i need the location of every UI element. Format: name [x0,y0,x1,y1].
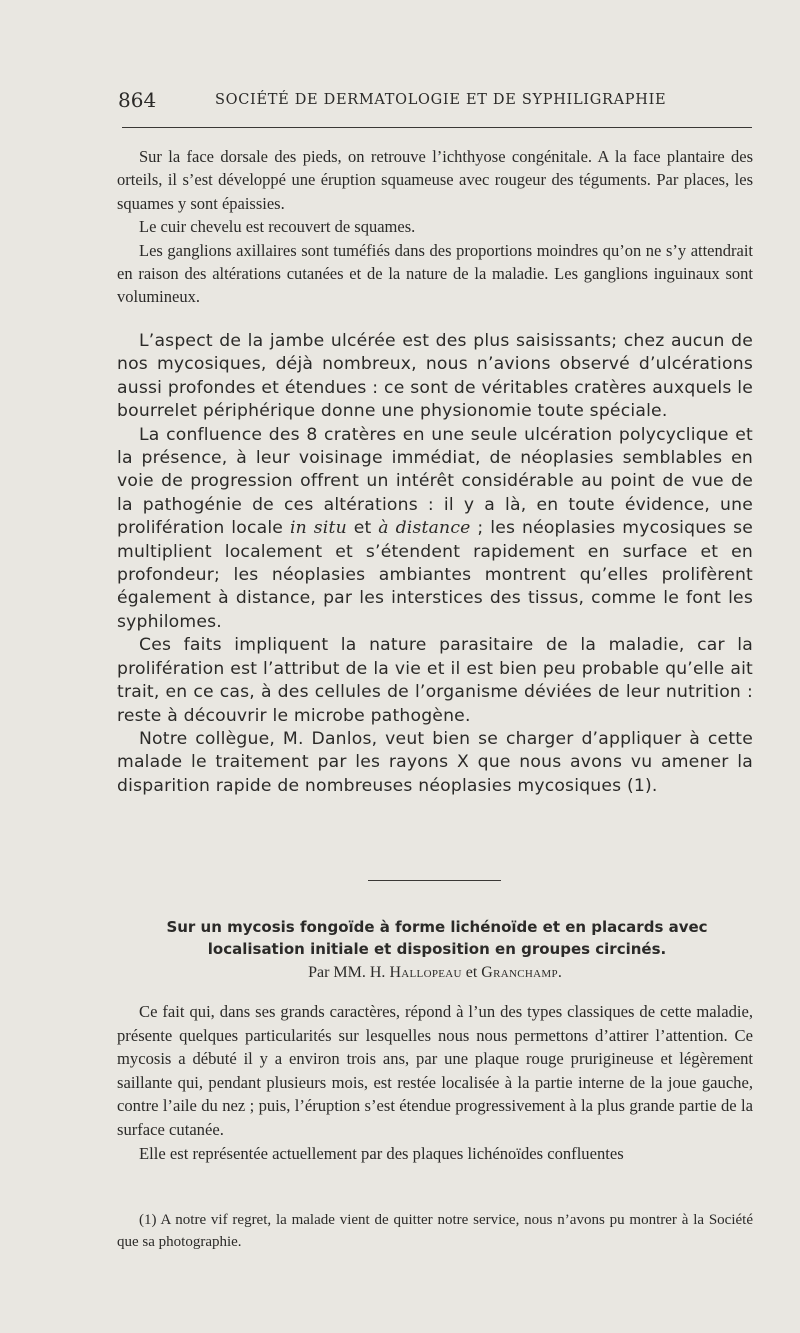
article-body [117,1000,753,1165]
byline-author: Hallopeau [389,964,462,981]
running-title: SOCIÉTÉ DE DERMATOLOGIE ET DE SYPHILIGRAPHIE [215,92,667,108]
previous-article-main-text [117,330,753,798]
byline-text: Par MM. H. [308,964,390,981]
byline-text: et [461,964,482,981]
italic-term: in situ [289,518,347,539]
previous-article-small-print [117,145,753,309]
paragraph: L’aspect de la jambe ulcérée est des plus saisissants; chez aucun de nos mycosiques, déjà nombreux, nous n’avions observé d’ulcérations aussi profondes et étendues : ce sont de véritables cratères auxquels le bourrelet périphérique donne une physionomie toute spéciale. [117,331,753,422]
paragraph: Elle est représentée actuellement par des plaques lichénoïdes confluentes [139,1143,624,1163]
text-run: La confluence des 8 cratères en une seule ulcération polycyclique et la présence, à leur voisinage immédiat, de néoplasies semblables en voie de progression offrent un intérêt considérable au point de vue de la pathogénie de ces altérations : il y a là, en toute évidence, une prolifération locale [117,424,753,539]
article-title [112,916,762,960]
section-divider [368,880,501,881]
article-title-line: localisation initiale et disposition en groupes circinés. [207,940,667,958]
paragraph: Le cuir chevelu est recouvert de squames. [139,217,416,237]
article-byline [117,964,753,982]
text-run: et [346,518,379,539]
paragraph: Notre collègue, M. Danlos, veut bien se charger d’appliquer à cette malade le traitement par les rayons X que nous avons vu amener la disparition rapide de nombreuses néoplasies mycosiques (1). [117,728,753,796]
paragraph [117,424,753,635]
italic-term: à distance [378,518,471,539]
page-number: 864 [118,88,157,112]
paragraph: Ces faits impliquent la nature parasitaire de la maladie, car la prolifération est l’attribut de la vie et il est bien peu probable qu’elle ait trait, en ce cas, à des cellules de l’organisme déviées de leur nutrition : reste à découvrir le microbe pathogène. [117,635,753,726]
byline-author: Granchamp [481,964,558,981]
paragraph: Les ganglions axillaires sont tuméfiés dans des proportions moindres qu’on ne s’y attendrait en raison des altérations cutanées et de la nature de la maladie. Les ganglions inguinaux sont volumineux. [117,240,753,307]
footnote: (1) A notre vif regret, la malade vient de quitter notre service, nous n’avons pu montrer à la Société que sa photographie. [117,1212,753,1250]
byline-text: . [557,964,562,981]
paragraph: Sur la face dorsale des pieds, on retrouve l’ichthyose congénitale. A la face plantaire des orteils, il s’est développé une éruption squameuse avec rougeur des téguments. Par places, les squames y sont épaissies. [117,147,753,213]
paragraph: Ce fait qui, dans ses grands caractères, répond à l’un des types classiques de cette maladie, présente quelques particularités sur lesquelles nous nous permettons d’attirer l’attention. Ce mycosis a débuté il y a environ trois ans, par une plaque rouge prurigineuse et légèrement saillante qui, pendant plusieurs mois, est restée localisée à la partie interne de la joue gauche, contre l’aile du nez ; puis, l’éruption s’est étendue progressivement à la plus grande partie de la surface cutanée. [117,1002,753,1139]
article-title-line: Sur un mycosis fongoïde à forme lichénoïde et en placards avec [166,918,708,936]
page-header [118,88,752,118]
text-run: ; les néoplasies mycosiques se multiplient localement et s’étendent rapidement en surface et en profondeur; les néoplasies ambiantes montrent qu’elles prolifèrent également à distance, par les interstices des tissus, comme le font les syphilomes. [117,518,754,632]
header-rule [122,127,752,128]
